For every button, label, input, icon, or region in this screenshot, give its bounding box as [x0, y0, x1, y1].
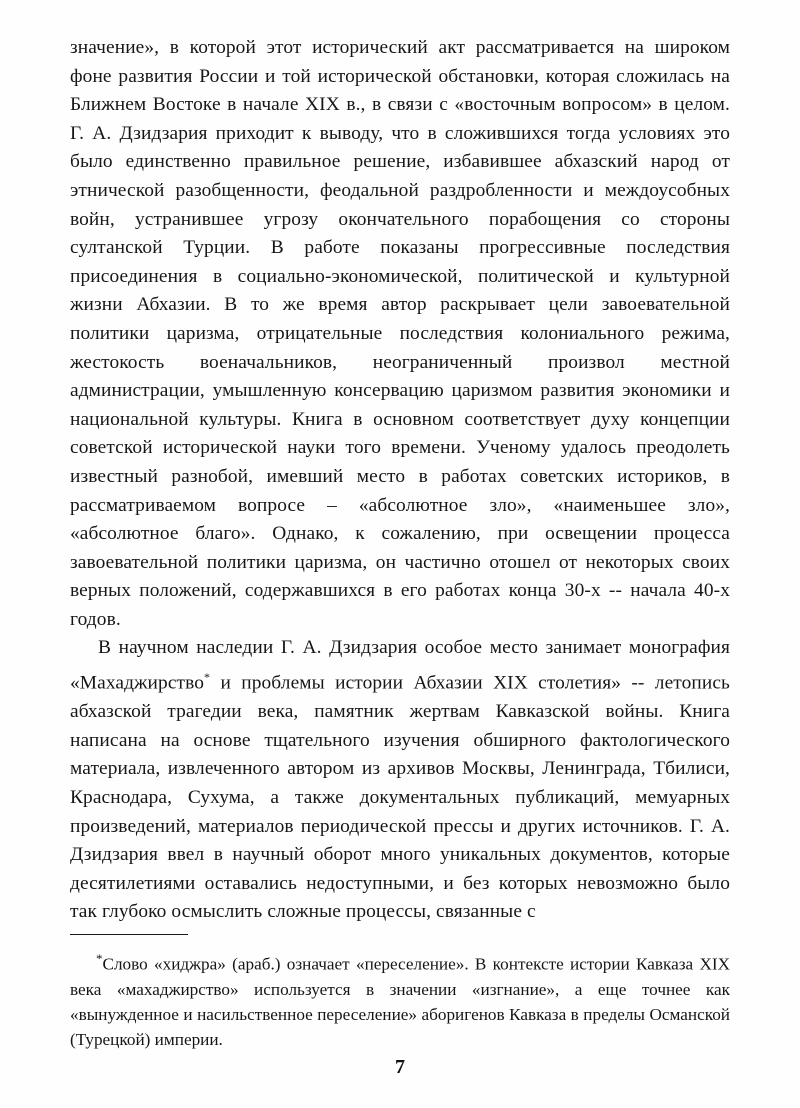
paragraph-2	[70, 634, 730, 926]
footnote-text-line	[70, 946, 730, 1053]
footnote-marker-star: *	[96, 951, 103, 966]
page-number: 7	[395, 1056, 405, 1078]
page-body	[70, 34, 730, 927]
footnote-text: Слово «хиджра» (араб.) означает «переселение». В контексте истории Кавказа XIX века «махаджирство» используется в значении «изгнание», а еще точнее как «вынужденное и насильственное переселение» аборигенов Кавказа в пределы Османской (Турецкой) империи.	[70, 954, 730, 1050]
paragraph-2-text-after-marker: и проблемы истории Абхазии XIX столетия» -- летопись абхазской трагедии века, памятник жертвам Кавказской войны. Книга написана на основе тщательного изучения обширного фактологического материала, извлеченного автором из архивов Москвы, Ленинграда, Тбилиси, Краснодара, Сухума, а также документальных публикаций, мемуарных произведений, материалов периодической прессы и других источников. Г. А. Дзидзария ввел в научный оборот много уникальных документов, которые десятилетиями оставались недоступными, и без которых невозможно было так глубоко осмыслить сложные процессы, связанные с	[70, 672, 730, 923]
footnote-separator	[70, 934, 188, 935]
footnote-marker: *	[204, 670, 211, 685]
paragraph-2-text-before-marker: В научном наследии Г. А. Дзидзария особое место занимает монография «Махаджирство	[70, 637, 730, 694]
paragraph-1: значение», в которой этот исторический акт рассматривается на широком фоне развития России и той исторической обстановки, которая сложилась на Ближнем Востоке в начале XIX в., в связи с «восточным вопросом» в целом. Г. А. Дзидзария приходит к выводу, что в сложившихся тогда условиях это было единственно правильное решение, избавившее абхазский народ от этнической разобщенности, феодальной раздробленности и междоусобных войн, устранившее угрозу окончательного порабощения со стороны султанской Турции. В работе показаны прогрессивные последствия присоединения в социально-экономической, политической и культурной жизни Абхазии. В то же время автор раскрывает цели завоевательной политики царизма, отрицательные последствия колониального режима, жестокость военачальников, неограниченный произвол местной администрации, умышленную консервацию царизмом развития экономики и национальной культуры. Книга в основном соответствует духу концепции советской исторической науки того времени. Ученому удалось преодолеть известный разнобой, имевший место в работах советских историков, в рассматриваемом вопросе – «абсолютное зло», «наименьшее зло», «абсолютное благо». Однако, к сожалению, при освещении процесса завоевательной политики царизма, он частично отошел от некоторых своих верных положений, содержавшихся в его работах конца 30-х -- начала 40-х годов.	[70, 37, 730, 630]
footnote-block	[70, 946, 730, 1053]
